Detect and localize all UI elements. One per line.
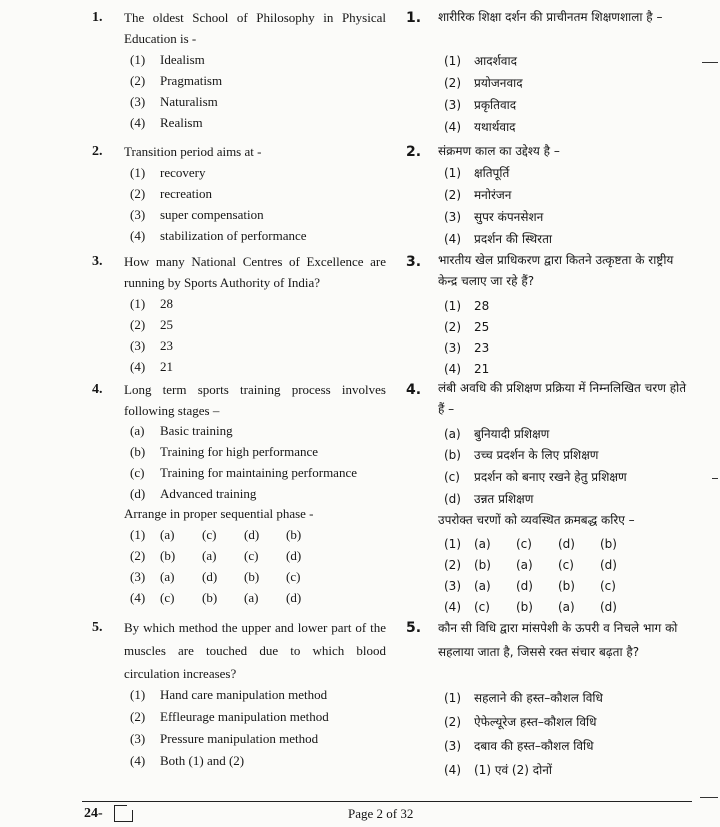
option-2: (2) 25 bbox=[444, 320, 490, 334]
option-4: (4) 21 bbox=[444, 362, 490, 376]
option-2: (2) recreation bbox=[130, 186, 212, 201]
option-4: (4) (c) (b) (a) (d) bbox=[444, 600, 617, 614]
stage-b: (b) उच्च प्रदर्शन के लिए प्रशिक्षण bbox=[444, 448, 599, 462]
option-3: (3) 23 bbox=[130, 338, 173, 353]
margin-mark bbox=[702, 62, 718, 63]
option-1: (1) Idealism bbox=[130, 52, 205, 67]
question-number: 1. bbox=[92, 10, 103, 25]
option-1: (1) क्षतिपूर्ति bbox=[444, 166, 510, 180]
margin-mark bbox=[712, 478, 718, 479]
option-4: (4) Realism bbox=[130, 115, 203, 130]
option-1: (1) Hand care manipulation method bbox=[130, 687, 328, 702]
option-2: (2) प्रयोजनवाद bbox=[444, 76, 523, 90]
question-number: 4. bbox=[406, 382, 422, 398]
option-4: (4) (c) (b) (a) (d) bbox=[130, 590, 302, 605]
question-text: संक्रमण काल का उद्देश्य है – bbox=[438, 144, 560, 158]
stage-c: (c) प्रदर्शन को बनाए रखने हेतु प्रशिक्षण bbox=[444, 470, 627, 484]
question-text: शारीरिक शिक्षा दर्शन की प्राचीनतम शिक्षणशाला है – bbox=[438, 10, 663, 24]
question-number: 2. bbox=[92, 144, 103, 159]
option-3: (3) (a) (d) (b) (c) bbox=[130, 569, 301, 584]
question-text: How many National Centres of Excellence are running by Sports Authority of India? bbox=[124, 254, 386, 290]
question-text: Long term sports training process involves following stages – bbox=[124, 382, 386, 418]
question-number: 3. bbox=[406, 254, 422, 270]
question-number: 2. bbox=[406, 144, 422, 160]
option-1: (1) (a) (c) (d) (b) bbox=[130, 527, 302, 542]
question-text: Transition period aims at - bbox=[124, 144, 262, 159]
booklet-code: 24- bbox=[84, 806, 103, 821]
question-number: 3. bbox=[92, 254, 103, 269]
option-4: (4) यथार्थवाद bbox=[444, 120, 516, 134]
option-2: (2) 25 bbox=[130, 317, 173, 332]
question-text: लंबी अवधि की प्रशिक्षण प्रक्रिया में निम्नलिखित चरण होते हैं – bbox=[438, 381, 687, 416]
option-3: (3) दबाव की हस्त–कौशल विधि bbox=[444, 739, 594, 753]
option-1: (1) 28 bbox=[444, 299, 490, 313]
option-3: (3) Pressure manipulation method bbox=[130, 731, 319, 746]
option-1: (1) सहलाने की हस्त–कौशल विधि bbox=[444, 691, 603, 705]
stage-a: (a) Basic training bbox=[130, 423, 233, 438]
option-2: (2) Effleurage manipulation method bbox=[130, 709, 329, 724]
option-1: (1) (a) (c) (d) (b) bbox=[444, 537, 617, 551]
option-3: (3) सुपर कंपनसेशन bbox=[444, 210, 544, 224]
option-1: (1) आदर्शवाद bbox=[444, 54, 517, 68]
instruction: Arrange in proper sequential phase - bbox=[124, 506, 314, 521]
question-text: By which method the upper and lower part of the muscles are touched due to which blood circulation increases? bbox=[124, 620, 386, 681]
option-1: (1) 28 bbox=[130, 296, 173, 311]
question-text: The oldest School of Philosophy in Physical Education is - bbox=[124, 10, 386, 46]
option-3: (3) (a) (d) (b) (c) bbox=[444, 579, 616, 593]
question-number: 5. bbox=[92, 620, 103, 635]
option-2: (2) (b) (a) (c) (d) bbox=[444, 558, 617, 572]
question-number: 1. bbox=[406, 10, 422, 26]
stage-d: (d) उन्नत प्रशिक्षण bbox=[444, 492, 534, 506]
option-4: (4) (1) एवं (2) दोनों bbox=[444, 763, 552, 777]
option-2: (2) ऐफेल्यूरेज हस्त–कौशल विधि bbox=[444, 715, 597, 729]
question-number: 4. bbox=[92, 382, 103, 397]
margin-mark bbox=[700, 797, 718, 798]
option-3: (3) Naturalism bbox=[130, 94, 218, 109]
question-text: भारतीय खेल प्राधिकरण द्वारा कितने उत्कृष्टता के राष्ट्रीय केन्द्र चलाए जा रहे हैं? bbox=[438, 253, 674, 288]
option-4: (4) Both (1) and (2) bbox=[130, 753, 245, 768]
option-2: (2) Pragmatism bbox=[130, 73, 223, 88]
instruction: उपरोक्त चरणों को व्यवस्थित क्रमबद्ध करिए – bbox=[438, 513, 635, 527]
stage-c: (c) Training for maintaining performance bbox=[130, 465, 357, 480]
question-text: कौन सी विधि द्वारा मांसपेशी के ऊपरी व निचले भाग को सहलाया जाता है, जिससे रक्त संचार बढ़ता है? bbox=[438, 621, 678, 659]
option-2: (2) मनोरंजन bbox=[444, 188, 512, 202]
stage-b: (b) Training for high performance bbox=[130, 444, 319, 459]
page-number: Page 2 of 32 bbox=[348, 806, 414, 821]
option-1: (1) recovery bbox=[130, 165, 206, 180]
option-3: (3) प्रकृतिवाद bbox=[444, 98, 517, 112]
option-3: (3) super compensation bbox=[130, 207, 264, 222]
question-number: 5. bbox=[406, 620, 422, 636]
stage-a: (a) बुनियादी प्रशिक्षण bbox=[444, 427, 550, 441]
option-2: (2) (b) (a) (c) (d) bbox=[130, 548, 302, 563]
option-3: (3) 23 bbox=[444, 341, 490, 355]
option-4: (4) प्रदर्शन की स्थिरता bbox=[444, 232, 553, 246]
option-4: (4) stabilization of performance bbox=[130, 228, 307, 243]
booklet-icon bbox=[114, 805, 127, 822]
footer-rule bbox=[82, 801, 692, 802]
option-4: (4) 21 bbox=[130, 359, 173, 374]
stage-d: (d) Advanced training bbox=[130, 486, 257, 501]
